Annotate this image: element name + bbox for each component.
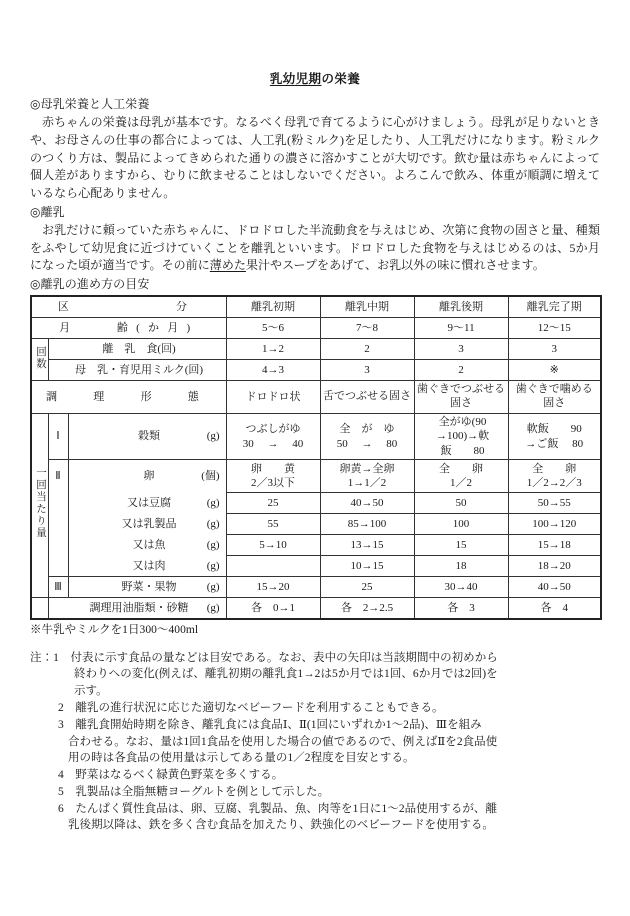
cell-tofu-middle: 40→50 xyxy=(320,493,414,514)
cell-vegetables-numeral: Ⅲ xyxy=(48,577,68,598)
cell-dairy-numeral xyxy=(48,514,68,535)
cell-grains-label: 穀類 (g) xyxy=(68,414,226,460)
note-3-line-3: 用の時は各食品の使用量は示してある量の1／2程度を目安とする。 xyxy=(68,752,415,765)
cell-oil-sugar-early: 各 0→1 xyxy=(226,598,320,620)
cell-oil-sugar-complete: 各 4 xyxy=(508,598,601,620)
cell-stage-middle: 離乳中期 xyxy=(320,296,414,318)
note-4-key: 4 xyxy=(58,769,64,782)
cell-cooking-form-middle: 舌でつぶせる固さ xyxy=(320,381,414,414)
cell-dairy-late: 100 xyxy=(414,514,508,535)
table-row-weaning-food xyxy=(31,339,601,360)
page-title-rest: の栄養 xyxy=(321,72,361,86)
cell-egg-early: 卵 黄 2／3以下 xyxy=(226,460,320,493)
weaning-text-part2: 果汁やスープをあげて、お乳以外の味に慣れさせます。 xyxy=(245,258,545,273)
weaning-text-part1: お乳だけに頼っていた赤ちゃんに、ドロドロした半流動食を与えはじめ、次第に食物の固さと量、種類をふやして幼児食に近づけていくことを離乳といいます。ドロドロした食物を与えはじめるのは、5か月になった頃が適当です。その前に xyxy=(30,222,600,273)
cell-egg-complete: 全 卵 1／2→2／3 xyxy=(508,460,601,493)
weaning-schedule-table xyxy=(30,295,602,620)
cell-stage-complete: 離乳完了期 xyxy=(508,296,601,318)
cell-egg-late: 全 卵 1／2 xyxy=(414,460,508,493)
cell-cooking-form-late: 歯ぐきでつぶせる固さ xyxy=(414,381,508,414)
note-2-line-1: 離乳の進行状況に応じた適切なベビーフードを利用することもできる。 xyxy=(75,702,444,714)
note-3-line-2: 合わせる。なお、量は1回1食品を使用した場合の値であるので、例えばⅡを2食品使 xyxy=(68,735,498,748)
table-row-tofu xyxy=(31,493,601,514)
note-1-line-1: 付表に示す食品の量などは目安である。なお、表中の矢印は当該期間中の初めから xyxy=(70,651,498,664)
note-1-line-2: 終わりへの変化(例えば、離乳初期の離乳食1→2は5か月では1回、6か月では2回)を xyxy=(74,668,498,681)
table-row-dairy xyxy=(31,514,601,535)
cell-grains-complete: 軟飯 90 →ご飯 80 xyxy=(508,414,601,460)
cell-fish-numeral xyxy=(48,535,68,556)
cell-age-complete: 12〜15 xyxy=(508,318,601,339)
cell-fish-complete: 15→18 xyxy=(508,535,601,556)
note-3-line-1: 離乳食開始時期を除き、離乳食には食品Ⅰ、Ⅱ(1回にいずれか1〜2品)、Ⅲを組み xyxy=(75,718,482,731)
note-1-key: 注：1 xyxy=(30,651,59,664)
cell-vegetables-late: 30→40 xyxy=(414,577,508,598)
weaning-text-underlined: 薄めた xyxy=(209,258,246,273)
note-item-5 xyxy=(58,784,600,801)
table-row-vegetables xyxy=(31,577,601,598)
note-6-line-1: たんぱく質性食品は、卵、豆腐、乳製品、魚、肉等を1日に1〜2品使用するが、離 xyxy=(75,802,498,815)
cell-cooking-form-complete: 歯ぐきで噛める固さ xyxy=(508,381,601,414)
cell-milk-middle: 3 xyxy=(320,360,414,381)
cell-milk-complete: ※ xyxy=(508,360,601,381)
cell-milk-late: 2 xyxy=(414,360,508,381)
cell-oil-sugar-spacer xyxy=(31,598,48,620)
cell-stage-late: 離乳後期 xyxy=(414,296,508,318)
section-heading-breastfeeding: ◎母乳栄養と人工栄養 xyxy=(30,97,150,111)
cell-age-middle: 7〜8 xyxy=(320,318,414,339)
cell-grains-early: つぶしがゆ 30 → 40 xyxy=(226,414,320,460)
cell-weaning-food-complete: 3 xyxy=(508,339,601,360)
section-body-weaning xyxy=(30,222,600,275)
note-3-key: 3 xyxy=(58,718,64,731)
notes-list xyxy=(30,650,600,835)
table-row-egg xyxy=(31,460,601,493)
cell-oil-sugar-middle: 各 2→2.5 xyxy=(320,598,414,620)
note-6-line-2: 乳後期以降は、鉄を多く含む食品を加えたり、鉄強化のベビーフードを使用する。 xyxy=(68,819,494,832)
cell-meat-middle: 10→15 xyxy=(320,556,414,577)
note-5-line-1: 乳製品は全脂無糖ヨーグルトを例として示した。 xyxy=(75,785,330,798)
cell-egg-label: 卵 (個) xyxy=(68,460,226,493)
cell-tofu-label: 又は豆腐 (g) xyxy=(68,493,226,514)
cell-vegetables-label: 野菜・果物 (g) xyxy=(68,577,226,598)
cell-weaning-food-late: 3 xyxy=(414,339,508,360)
cell-fish-late: 15 xyxy=(414,535,508,556)
cell-milk-label: 母 乳・育児用ミルク(回) xyxy=(48,360,226,381)
table-row-grains xyxy=(31,414,601,460)
cell-dairy-label: 又は乳製品 (g) xyxy=(68,514,226,535)
cell-fish-middle: 13→15 xyxy=(320,535,414,556)
note-1-line-3: 示す。 xyxy=(74,685,108,698)
cell-tofu-early: 25 xyxy=(226,493,320,514)
cell-cooking-form-label: 調 理 形 態 xyxy=(31,381,226,414)
cell-fish-early: 5→10 xyxy=(226,535,320,556)
cell-frequency-vertical-label: 回数 xyxy=(31,339,48,381)
table-heading: ◎離乳の進め方の目安 xyxy=(30,276,150,291)
cell-oil-sugar-late: 各 3 xyxy=(414,598,508,620)
cell-age-early: 5〜6 xyxy=(226,318,320,339)
cell-amount-vertical-label: 一回当たり量 xyxy=(31,414,48,598)
table-row-age xyxy=(31,318,601,339)
cell-stage-early: 離乳初期 xyxy=(226,296,320,318)
cell-grains-middle: 全 が ゆ 50 → 80 xyxy=(320,414,414,460)
note-2-key: 2 xyxy=(58,702,64,714)
cell-egg-middle: 卵黄→全卵 1→1／2 xyxy=(320,460,414,493)
footnote-milk-amount: ※牛乳やミルクを1日300〜400ml xyxy=(30,624,199,637)
cell-vegetables-middle: 25 xyxy=(320,577,414,598)
cell-meat-numeral xyxy=(48,556,68,577)
table-row-header xyxy=(31,296,601,318)
cell-meat-early xyxy=(226,556,320,577)
page-title xyxy=(30,72,600,87)
note-4-line-1: 野菜はなるべく緑黄色野菜を多くする。 xyxy=(75,769,284,782)
cell-dairy-complete: 100→120 xyxy=(508,514,601,535)
table-row-meat xyxy=(31,556,601,577)
cell-age-label: 月 齢(か月) xyxy=(31,318,226,339)
cell-milk-early: 4→3 xyxy=(226,360,320,381)
cell-vegetables-early: 15→20 xyxy=(226,577,320,598)
cell-fish-label: 又は魚 (g) xyxy=(68,535,226,556)
cell-grains-numeral: Ⅰ xyxy=(48,414,68,460)
page-title-underlined: 乳幼児期 xyxy=(269,72,322,86)
note-item-3 xyxy=(58,717,600,734)
cell-meat-complete: 18→20 xyxy=(508,556,601,577)
note-item-6 xyxy=(58,801,600,818)
cell-dairy-early: 55 xyxy=(226,514,320,535)
table-row-milk xyxy=(31,360,601,381)
cell-division-header: 区 分 xyxy=(31,296,226,318)
cell-meat-late: 18 xyxy=(414,556,508,577)
note-5-key: 5 xyxy=(58,785,64,798)
cell-tofu-late: 50 xyxy=(414,493,508,514)
section-body-breastfeeding: 赤ちゃんの栄養は母乳が基本です。なるべく母乳で育てるように心がけましょう。母乳が足りないときや、お母さんの仕事の都合によっては、人工乳(粉ミルク)を足したり、人工乳だけになります。粉ミルクのつくり方は、製品によってきめられた通りの濃さに溶かすことが大切です。飲む量は赤ちゃんによって個人差がありますから、むりに飲ませることはしないでください。よろこんで飲み、体重が順調に増えているなら心配ありません。 xyxy=(30,115,600,200)
table-row-oil-sugar xyxy=(31,598,601,620)
cell-weaning-food-label: 離 乳 食(回) xyxy=(48,339,226,360)
cell-weaning-food-early: 1→2 xyxy=(226,339,320,360)
cell-age-late: 9〜11 xyxy=(414,318,508,339)
cell-cooking-form-early: ドロドロ状 xyxy=(226,381,320,414)
cell-vegetables-complete: 40→50 xyxy=(508,577,601,598)
cell-weaning-food-middle: 2 xyxy=(320,339,414,360)
cell-meat-label: 又は肉 (g) xyxy=(68,556,226,577)
cell-grains-late: 全がゆ(90 →100)→軟 飯 80 xyxy=(414,414,508,460)
table-row-fish xyxy=(31,535,601,556)
note-6-key: 6 xyxy=(58,802,64,815)
cell-tofu-numeral xyxy=(48,493,68,514)
note-item-4 xyxy=(58,767,600,784)
cell-oil-sugar-label: 調理用油脂類・砂糖 (g) xyxy=(48,598,226,620)
cell-tofu-complete: 50→55 xyxy=(508,493,601,514)
cell-egg-numeral: Ⅱ xyxy=(48,460,68,493)
note-item-1 xyxy=(30,650,600,667)
section-heading-weaning: ◎離乳 xyxy=(30,204,65,219)
table-row-cooking-form xyxy=(31,381,601,414)
cell-dairy-middle: 85→100 xyxy=(320,514,414,535)
note-item-2 xyxy=(58,700,600,717)
